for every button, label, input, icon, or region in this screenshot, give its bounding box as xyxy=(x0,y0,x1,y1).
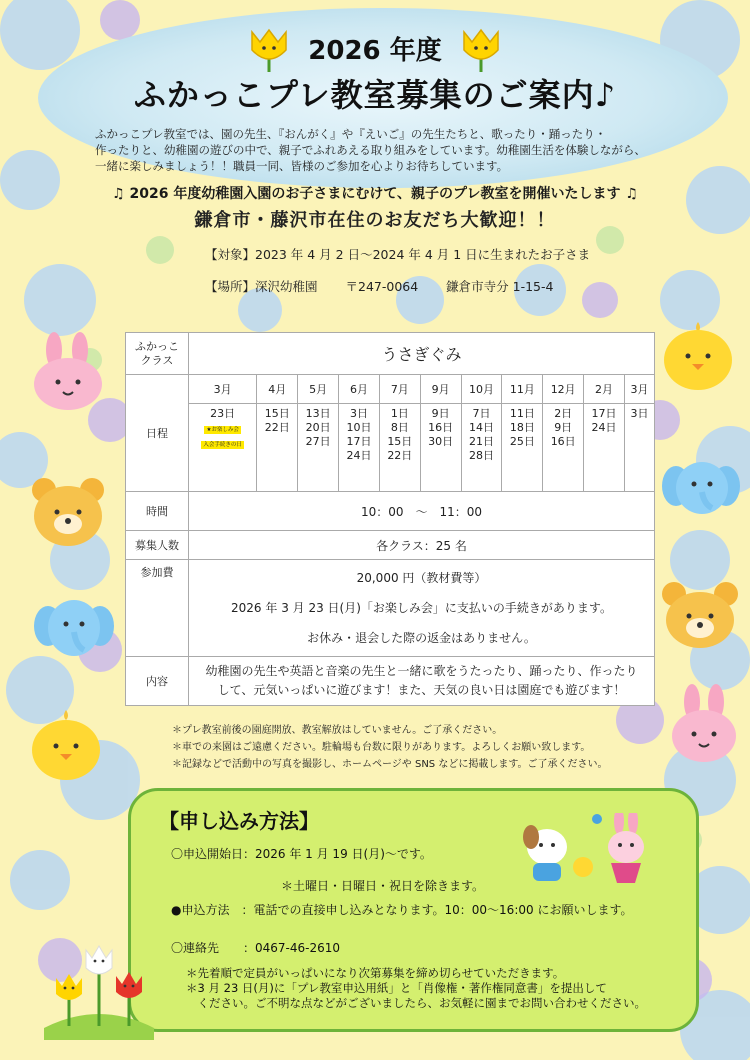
date-cell: 11日 18日 25日 xyxy=(502,404,543,492)
date-cell: 7日 14日 21日 28日 xyxy=(461,404,502,492)
welcome-heading: 鎌倉市・藤沢市在住のお友だち大歓迎！！ xyxy=(194,210,556,231)
month-cell: 9月 xyxy=(420,375,461,404)
date-value: 23日 xyxy=(210,407,236,420)
bear-icon-left xyxy=(30,476,106,548)
application-except: ＊土曜日・日曜日・祝日を除きます。 xyxy=(281,879,485,893)
intro-line: 作ったりと、幼稚園の遊びの中で、親子でふれあえる取り組みをしています。幼稚園生活を体験しながら、 xyxy=(95,143,646,157)
year-title: 2026 年度 xyxy=(308,36,442,66)
time-row xyxy=(126,492,655,531)
elephant-icon-right xyxy=(660,458,744,518)
application-note-line: ＊先着順で定員がいっぱいになり次第募集を締め切らせていただきます。 xyxy=(186,966,565,980)
date-cell: 9日 16日 30日 xyxy=(420,404,461,492)
note-line: ＊車での来園はご遠慮ください。駐輪場も台数に限りがあります。よろしくお願い致します。 xyxy=(172,742,591,753)
bear-icon-right xyxy=(660,580,740,650)
notes xyxy=(172,722,608,773)
application-notes xyxy=(186,966,646,1011)
target-info: 【対象】2023 年 4 月 2 日～2024 年 4 月 1 日に生まれたお子さま xyxy=(205,247,591,262)
content-line: 幼稚園の先生や英語と音楽の先生と一緒に歌をうたったり、踊ったり、作ったり xyxy=(205,664,638,678)
date-cell: 2日 9日 16日 xyxy=(543,404,584,492)
fee-label: 参加費 xyxy=(126,560,189,657)
capacity-label: 募集人数 xyxy=(126,531,189,560)
application-box xyxy=(128,788,699,1032)
month-cell: 2月 xyxy=(584,375,625,404)
date-cell: 17日 24日 xyxy=(584,404,625,492)
capacity-value: 各クラス：25 名 xyxy=(189,531,655,560)
note-line: ＊記録などで活動中の写真を撮影し、ホームページや SNS などに掲載します。ご了承ください。 xyxy=(172,759,608,770)
address: 鎌倉市寺分 1-15-4 xyxy=(446,279,554,294)
capacity-row xyxy=(126,531,655,560)
kids-illustration xyxy=(519,813,649,891)
fee-line: お休み・退会した際の返金はありません。 xyxy=(307,631,536,645)
intro-text xyxy=(95,126,685,174)
intro-line: 一緒に楽しみましょう！！職員一同、皆様のご参加を心よりお待ちしています。 xyxy=(95,159,509,173)
month-cell: 6月 xyxy=(339,375,380,404)
content-label: 内容 xyxy=(126,657,189,706)
application-title: 【申し込み方法】 xyxy=(159,809,319,833)
announcement-line: ♫ 2026 年度幼稚園入園のお子さまにむけて、親子のプレ教室を開催いたします ♫ xyxy=(112,186,638,202)
application-note-line: ＊3 月 23 日(月)に「プレ教室申込用紙」と「肖像権・著作権同意書」を提出して xyxy=(186,981,607,995)
schedule-table xyxy=(125,332,655,706)
date-cell: 1日 8日 15日 22日 xyxy=(379,404,420,492)
month-cell: 10月 xyxy=(461,375,502,404)
class-label: ふかっこ クラス xyxy=(126,333,189,375)
note-line: ＊プレ教室前後の園庭開放、教室解放はしていません。ご了承ください。 xyxy=(172,725,503,736)
application-method: ●申込方法 ：電話での直接申し込みとなります。10：00～16:00 にお願いします。 xyxy=(171,903,633,917)
place-label: 【場所】深沢幼稚園 xyxy=(205,279,318,294)
date-cell: 13日 20日 27日 xyxy=(298,404,339,492)
content-line: して、元気いっぱいに遊びます！また、天気の良い日は園庭でも遊びます！ xyxy=(217,683,626,697)
date-cell: 3日 xyxy=(624,404,654,492)
content-value xyxy=(189,657,655,706)
intro-line: ふかっこプレ教室では、園の先生、『おんがく』や『えいご』の先生たちと、歌ったり・踊ったり・ xyxy=(95,127,607,141)
place-info xyxy=(205,277,577,295)
class-name: うさぎぐみ xyxy=(189,333,655,375)
chick-icon-right xyxy=(660,318,736,392)
elephant-icon-left xyxy=(34,596,114,660)
rabbit-icon-right xyxy=(668,684,740,764)
month-cell: 4月 xyxy=(257,375,298,404)
month-cell: 5月 xyxy=(298,375,339,404)
time-label: 時間 xyxy=(126,492,189,531)
application-note-line: ください。ご不明な点などがございましたら、お気軽に園までお問い合わせください。 xyxy=(186,996,646,1010)
month-cell: 12月 xyxy=(543,375,584,404)
time-value: 10：00 ～ 11：00 xyxy=(189,492,655,531)
main-title: ふかっこプレ教室募集のご案内♪ xyxy=(133,76,617,114)
tulips-illustration xyxy=(34,930,164,1040)
date-cell: 3日 10日 17日 24日 xyxy=(339,404,380,492)
class-row xyxy=(126,333,655,375)
chick-icon-left xyxy=(28,706,104,782)
month-cell: 3月 xyxy=(624,375,654,404)
months-row xyxy=(126,375,655,404)
fee-line: 2026 年 3 月 23 日(月)「お楽しみ会」に支払いの手続きがあります。 xyxy=(231,601,612,615)
application-start: 〇申込開始日：2026 年 1 月 19 日(月)～です。 xyxy=(171,847,432,861)
rabbit-icon-left xyxy=(30,332,106,412)
schedule-label: 日程 xyxy=(126,375,189,492)
enroll-badge: 入会手続きの日 xyxy=(203,442,242,448)
postal-code: 〒247-0064 xyxy=(345,279,419,294)
fee-row xyxy=(126,560,655,657)
application-contact: 〇連絡先 ：0467-46-2610 xyxy=(171,941,341,955)
fee-value xyxy=(189,560,655,657)
fee-line: 20,000 円（教材費等） xyxy=(356,571,487,585)
event-badge: ★お楽しみ会 xyxy=(206,427,239,433)
month-cell: 7月 xyxy=(379,375,420,404)
date-cell: 15日 22日 xyxy=(257,404,298,492)
content-row xyxy=(126,657,655,706)
month-cell: 3月 xyxy=(189,375,257,404)
month-cell: 11月 xyxy=(502,375,543,404)
date-cell xyxy=(189,404,257,492)
dates-row xyxy=(126,404,655,492)
